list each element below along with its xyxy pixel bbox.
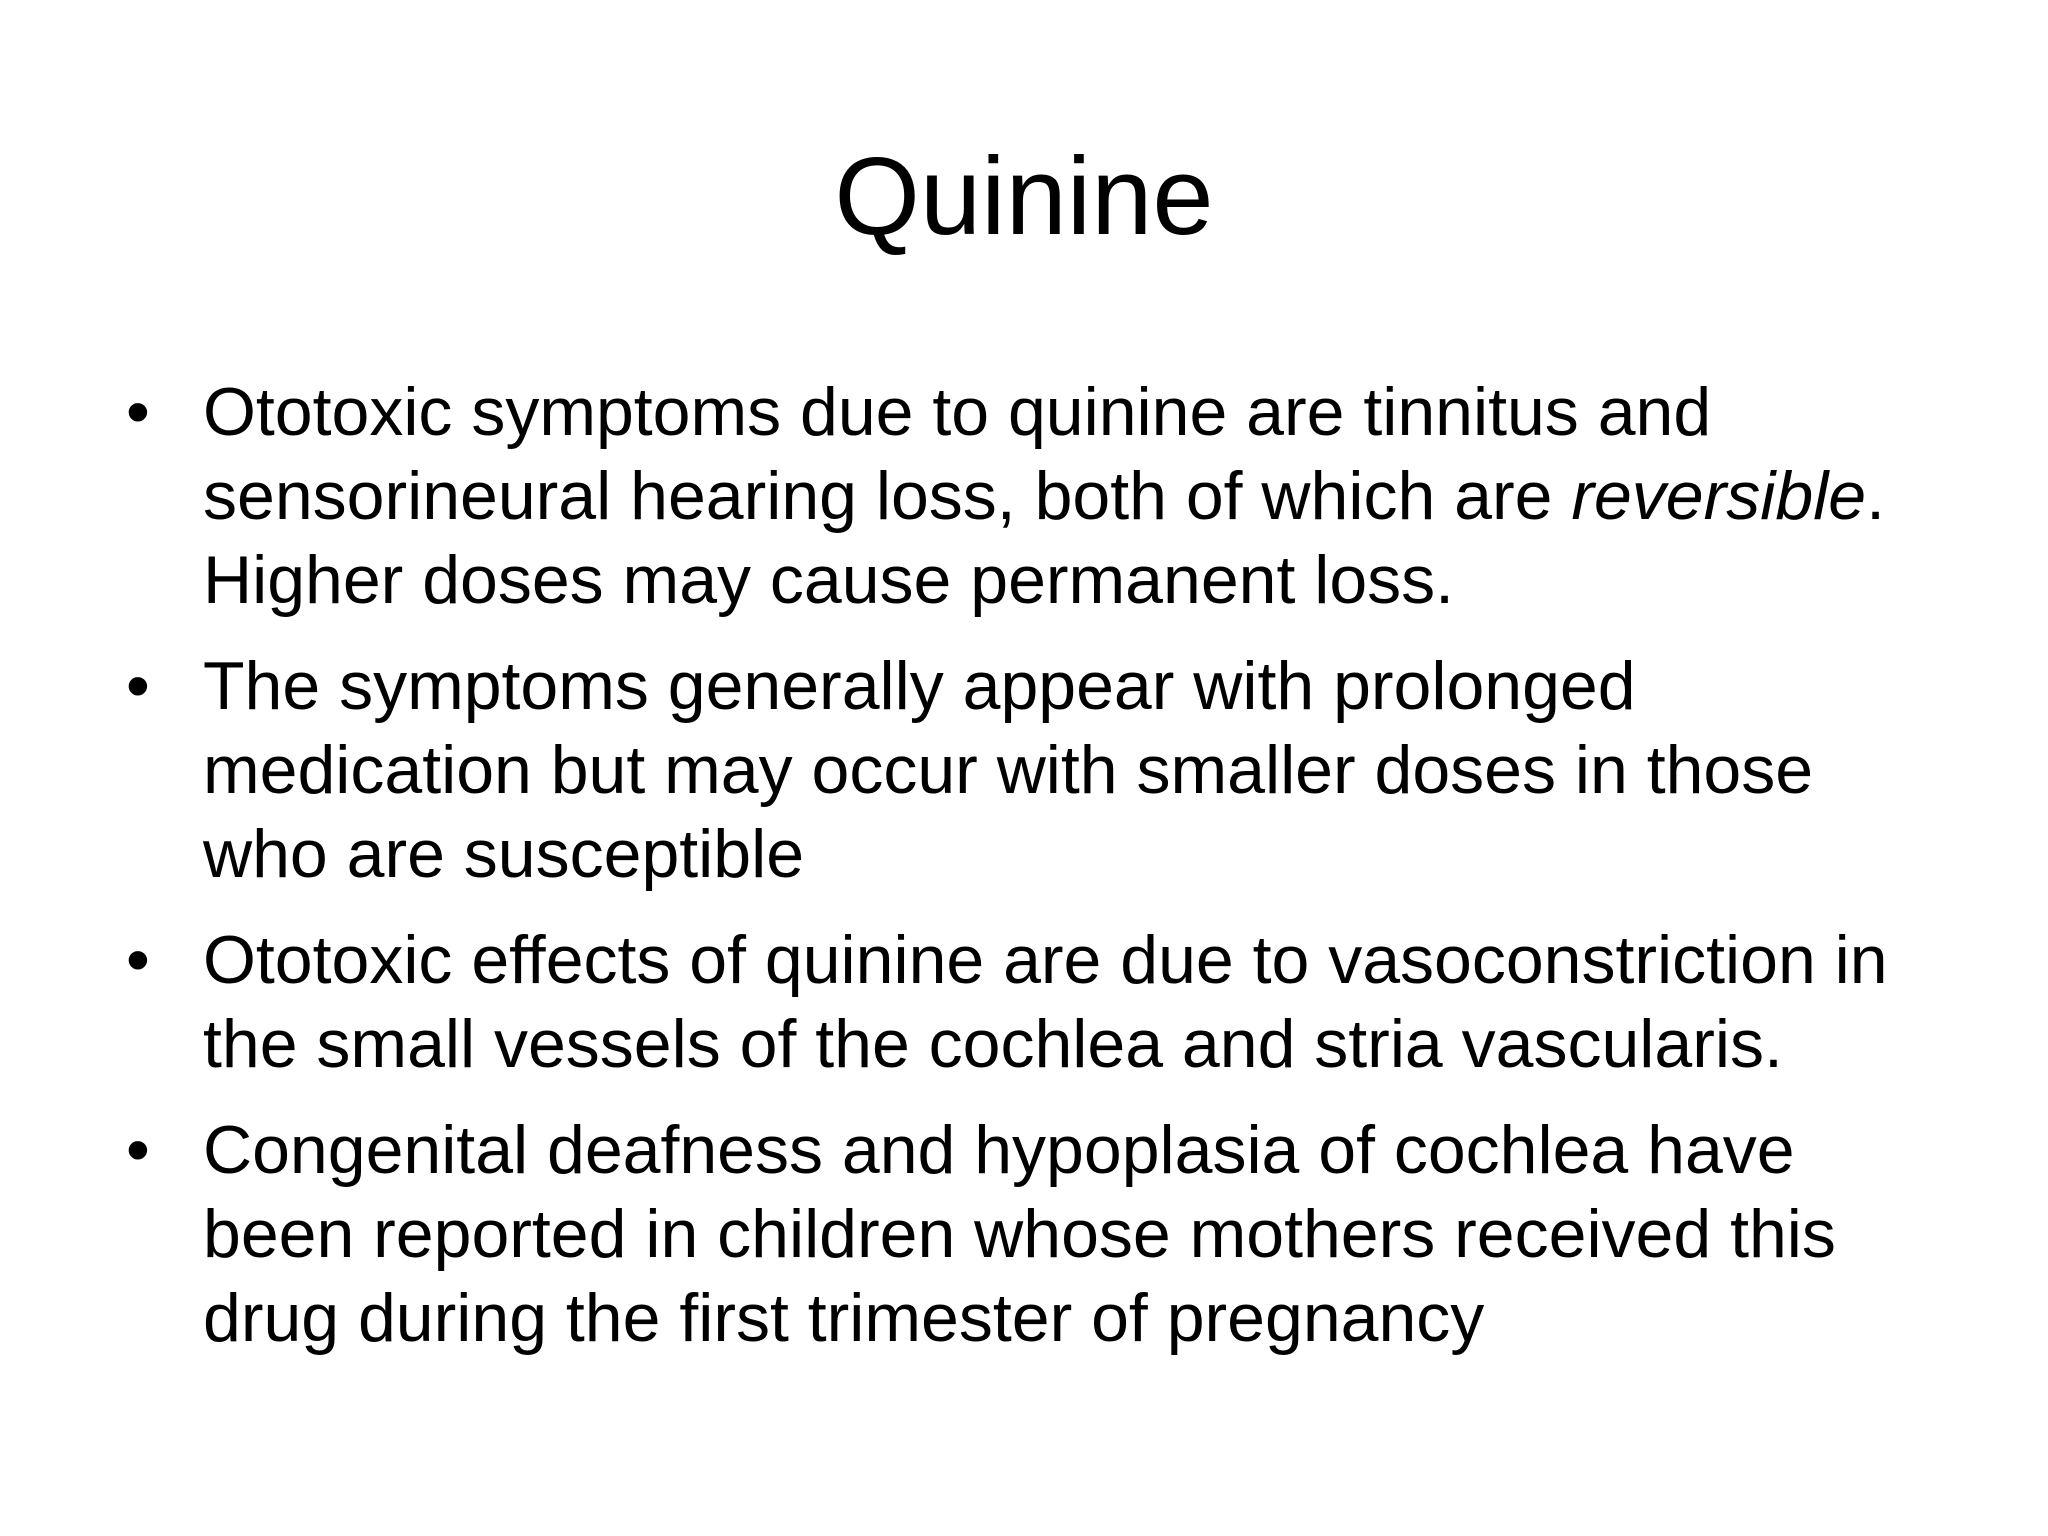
bullet-dot-icon: • — [126, 648, 150, 724]
bullet-item-4 — [126, 1108, 1956, 1360]
bullet-item-1 — [126, 370, 1956, 622]
bullet-text-1: Ototoxic symptoms due to quinine are tinnitus and sensorineural hearing loss, both of which are — [203, 374, 1712, 534]
bullet-dot-icon: • — [126, 922, 150, 998]
bullet-text-3: Ototoxic effects of quinine are due to vasoconstriction in the small vessels of the cochlea and stria vascularis. — [203, 922, 1888, 1082]
bullet-dot-icon: • — [126, 374, 150, 450]
bullet-emphasis-reversible: reversible — [1571, 458, 1867, 534]
bullet-item-3 — [126, 918, 1956, 1086]
bullet-item-2 — [126, 644, 1956, 896]
bullet-text-1-continued: . Higher doses may cause permanent loss. — [203, 458, 1886, 618]
slide-title: Quinine — [834, 135, 1214, 258]
bullet-text-2: The symptoms generally appear with prolonged medication but may occur with smaller doses in those who are susceptible — [203, 648, 1814, 892]
bullet-dot-icon: • — [126, 1112, 150, 1188]
bullet-list — [126, 370, 1956, 1382]
bullet-text-4: Congenital deafness and hypoplasia of cochlea have been reported in children whose mothers received this drug during the first trimester of pregnancy — [203, 1112, 1836, 1356]
